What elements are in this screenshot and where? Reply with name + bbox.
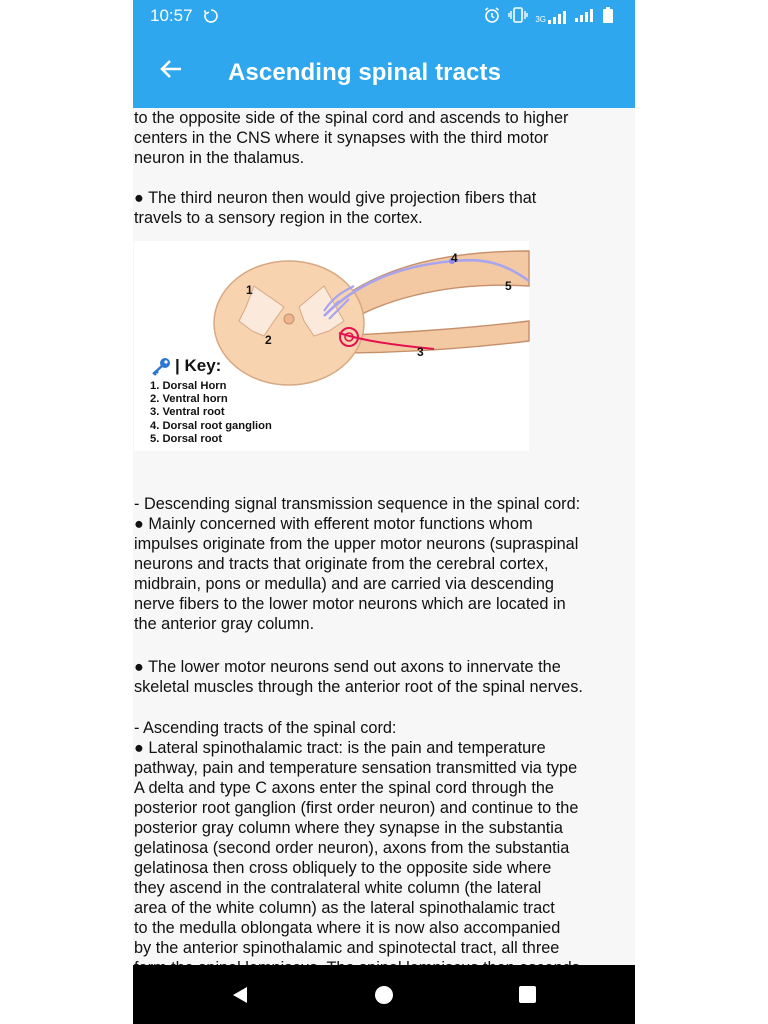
figure-key-list — [150, 380, 272, 446]
back-triangle-icon[interactable] — [230, 985, 250, 1005]
alarm-icon — [483, 6, 501, 27]
figure-label-2: 2 — [265, 333, 272, 347]
figure-label-4: 4 — [451, 251, 458, 265]
key-title-text: | Key: — [175, 356, 222, 375]
key-item: 4. Dorsal root ganglion — [150, 419, 272, 432]
article-content[interactable] — [133, 108, 635, 965]
back-button[interactable] — [153, 51, 189, 87]
key-item: 3. Ventral root — [150, 406, 225, 419]
phone-screen — [133, 0, 635, 1024]
paragraph-4: ● The lower motor neurons send out axons to innervate the skeletal muscles through the anterior root of the spinal nerves. — [134, 658, 583, 696]
key-item: 1. Dorsal Horn — [150, 380, 227, 392]
paragraph-2: ● The third neuron then would give projection fibers that travels to a sensory region in the cortex. — [134, 189, 537, 227]
system-nav-bar — [133, 965, 635, 1024]
key-item: 5. Dorsal root — [150, 432, 223, 445]
signal-3g-icon — [535, 10, 567, 24]
network-label: 3G — [535, 14, 546, 24]
paragraph-5: - Ascending tracts of the spinal cord: ● Lateral spinothalamic tract: is the pain and temperature pathway, pain and temperature sensation transmitted via type A delta and type C axons enter the spinal cord through the posterior root ganglion (first order neuron) and continue to the posterior gray column where they synapse in the substantia gelatinosa (second order neuron), axons from the substantia gelatinosa then cross obliquely to the opposite side where they ascend in the contralateral white column (the lateral area of the white column) as the lateral spinothalamic tract to the medulla oblongata where it is now also accompanied by the anterior spinothalamic and spinotectal tract, all three — [134, 719, 579, 957]
signal-icon — [574, 8, 596, 25]
vibrate-icon — [508, 7, 528, 26]
home-circle-icon[interactable] — [375, 986, 393, 1004]
spinal-cord-diagram — [134, 241, 529, 451]
status-bar — [133, 0, 635, 33]
key-icon — [150, 357, 172, 375]
key-item: 2. Ventral horn — [150, 393, 228, 406]
battery-icon — [603, 7, 613, 26]
figure-label-1: 1 — [246, 283, 253, 297]
page-title: Ascending spinal tracts — [228, 59, 502, 86]
app-bar — [133, 33, 635, 108]
status-icons — [483, 6, 613, 27]
figure-label-3: 3 — [417, 345, 424, 359]
paragraph-1: to the opposite side of the spinal cord and ascends to higher centers in the CNS where it synapses with the third motor neuron in the thalamus. — [134, 109, 569, 167]
sync-icon — [203, 8, 219, 29]
status-time: 10:57 — [150, 6, 193, 25]
recents-square-icon[interactable] — [519, 986, 536, 1003]
figure-key-title — [150, 356, 221, 376]
figure-label-5: 5 — [505, 279, 512, 293]
arrow-left-icon — [160, 59, 182, 79]
paragraph-3: - Descending signal transmission sequence in the spinal cord: ● Mainly concerned with efferent motor functions whom impulses originate from the upper motor neurons (supraspinal neurons and tracts that originate from the cerebral cortex, midbrain, pons or medulla) and are carried via descending nerve fibers to the lower motor neurons which are located in the anterior gray column. — [134, 495, 581, 633]
